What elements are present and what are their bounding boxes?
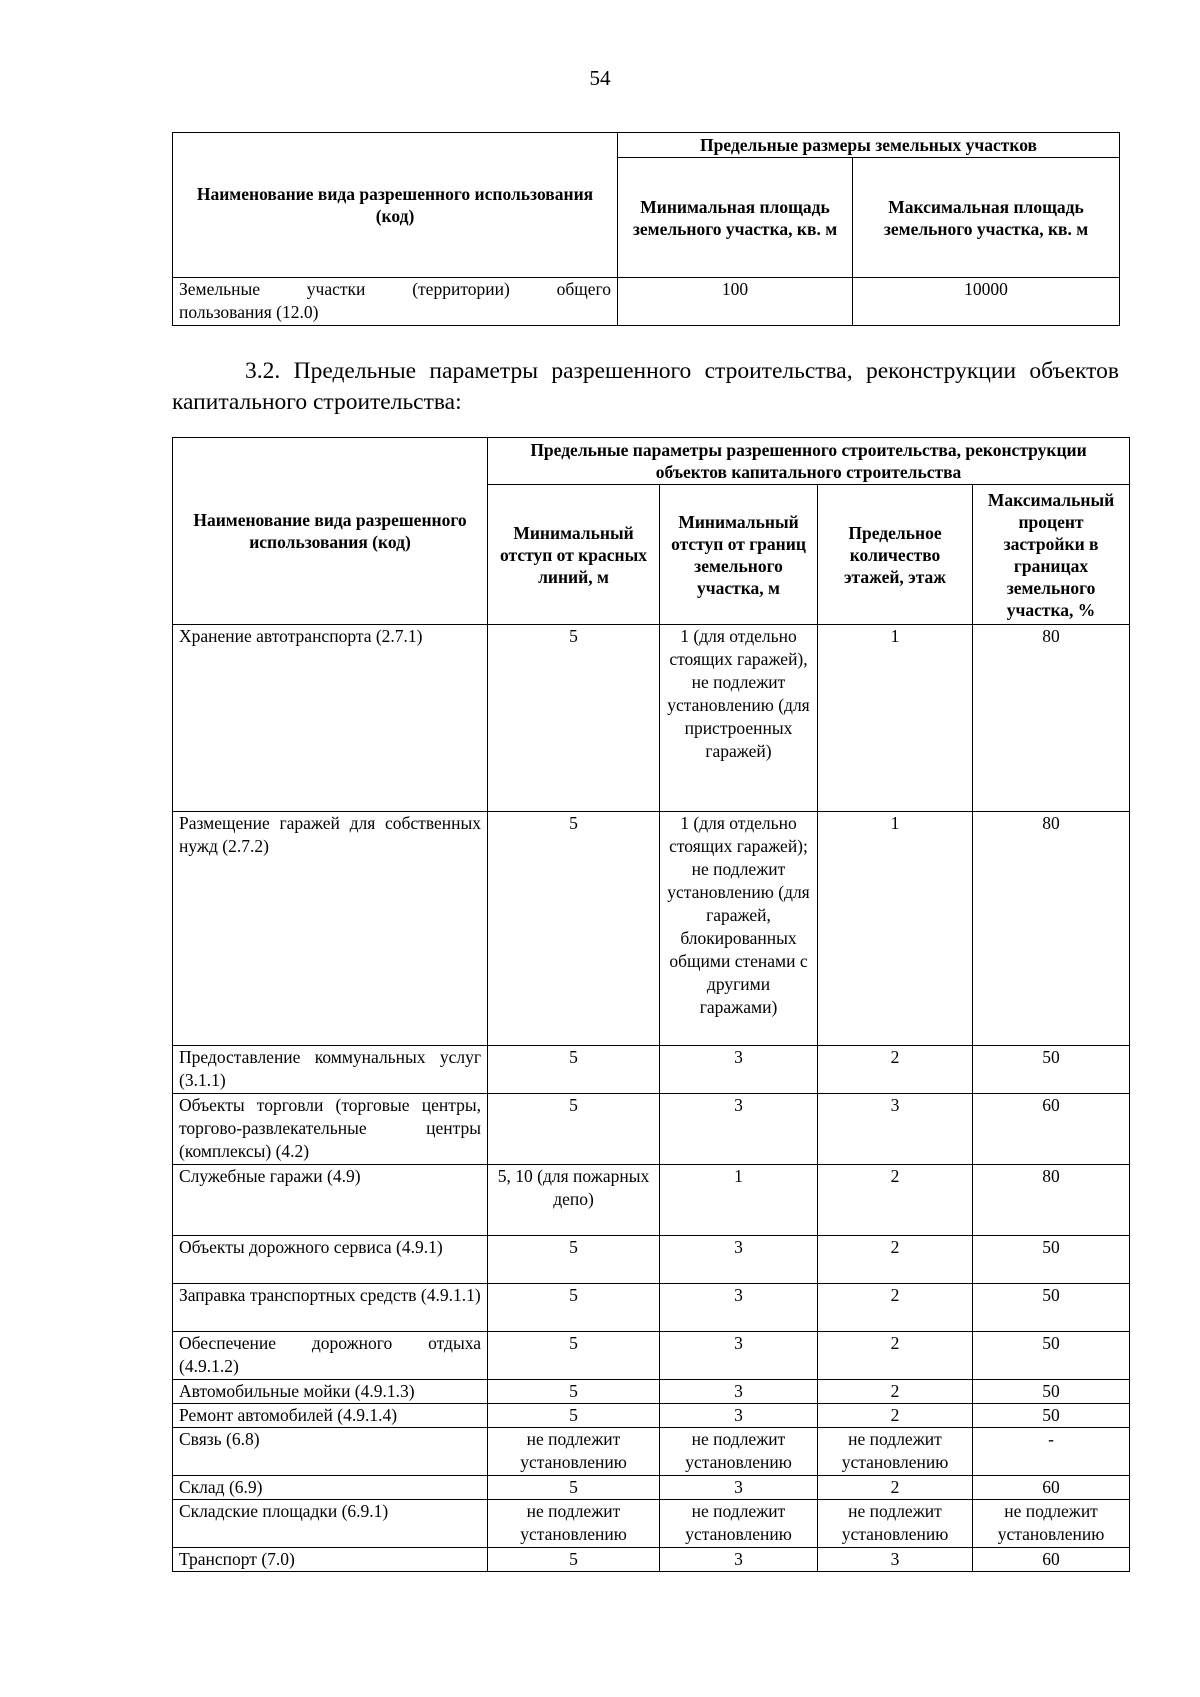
cell-name: Предоставление коммунальных услуг (3.1.1) bbox=[173, 1046, 488, 1094]
table-row bbox=[173, 625, 1130, 812]
cell-percent: 50 bbox=[973, 1284, 1130, 1332]
cell-percent: 80 bbox=[973, 812, 1130, 1046]
cell-percent: 50 bbox=[973, 1380, 1130, 1404]
cell-red-lines: 5 bbox=[488, 1476, 660, 1500]
table-row bbox=[173, 1428, 1130, 1476]
cell-floors: не подлежит установлению bbox=[818, 1428, 973, 1476]
cell-borders: 3 bbox=[660, 1404, 818, 1428]
cell-name: Транспорт (7.0) bbox=[173, 1548, 488, 1572]
t1-header-name: Наименование вида разрешенного использования (код) bbox=[173, 133, 618, 278]
cell-percent: 60 bbox=[973, 1094, 1130, 1165]
cell-floors: 3 bbox=[818, 1548, 973, 1572]
cell-name: Заправка транспортных средств (4.9.1.1) bbox=[173, 1284, 488, 1332]
t1-cell-max: 10000 bbox=[853, 278, 1120, 326]
cell-name: Объекты торговли (торговые центры, торгово-развлекательные центры (комплексы) (4.2) bbox=[173, 1094, 488, 1165]
cell-borders: 3 bbox=[660, 1046, 818, 1094]
table-row bbox=[173, 1404, 1130, 1428]
cell-name: Складские площадки (6.9.1) bbox=[173, 1500, 488, 1548]
table-row bbox=[173, 1284, 1130, 1332]
t2-header-percent: Максимальный процент застройки в границах земельного участка, % bbox=[973, 485, 1130, 625]
cell-borders: 3 bbox=[660, 1284, 818, 1332]
table-row bbox=[173, 1165, 1130, 1236]
cell-floors: 2 bbox=[818, 1236, 973, 1284]
cell-red-lines: 5, 10 (для пожарных депо) bbox=[488, 1165, 660, 1236]
t2-header-borders: Минимальный отступ от границ земельного участка, м bbox=[660, 485, 818, 625]
table-row bbox=[173, 278, 1120, 326]
table-row bbox=[173, 1094, 1130, 1165]
cell-percent: 80 bbox=[973, 625, 1130, 812]
cell-name: Служебные гаражи (4.9) bbox=[173, 1165, 488, 1236]
cell-borders: 1 bbox=[660, 1165, 818, 1236]
cell-red-lines: 5 bbox=[488, 1284, 660, 1332]
cell-red-lines: 5 bbox=[488, 812, 660, 1046]
cell-percent: 50 bbox=[973, 1046, 1130, 1094]
cell-floors: 3 bbox=[818, 1094, 973, 1165]
cell-borders: 3 bbox=[660, 1476, 818, 1500]
cell-floors: 2 bbox=[818, 1046, 973, 1094]
cell-percent: 50 bbox=[973, 1236, 1130, 1284]
cell-floors: 1 bbox=[818, 625, 973, 812]
cell-borders: 1 (для отдельно стоящих гаражей); не подлежит установлению (для гаражей, блокированных общими стенами с другими гаражами) bbox=[660, 812, 818, 1046]
cell-name: Связь (6.8) bbox=[173, 1428, 488, 1476]
t1-cell-name-line1: Земельные участки (территории) общего bbox=[179, 279, 611, 299]
cell-red-lines: 5 bbox=[488, 1046, 660, 1094]
cell-name: Объекты дорожного сервиса (4.9.1) bbox=[173, 1236, 488, 1284]
cell-red-lines: 5 bbox=[488, 625, 660, 812]
table-row bbox=[173, 812, 1130, 1046]
cell-name: Обеспечение дорожного отдыха (4.9.1.2) bbox=[173, 1332, 488, 1380]
table-row bbox=[173, 1500, 1130, 1548]
cell-red-lines: 5 bbox=[488, 1236, 660, 1284]
t1-cell-min: 100 bbox=[618, 278, 853, 326]
cell-borders: не подлежит установлению bbox=[660, 1500, 818, 1548]
t1-header-max: Максимальная площадь земельного участка, кв. м bbox=[853, 158, 1120, 278]
cell-borders: 3 bbox=[660, 1332, 818, 1380]
section-paragraph: 3.2. Предельные параметры разрешенного строительства, реконструкции объектов капитального строительства: bbox=[172, 358, 1119, 415]
t2-header-name: Наименование вида разрешенного использования (код) bbox=[173, 438, 488, 625]
cell-floors: 2 bbox=[818, 1284, 973, 1332]
cell-red-lines: не подлежит установлению bbox=[488, 1428, 660, 1476]
cell-name: Автомобильные мойки (4.9.1.3) bbox=[173, 1380, 488, 1404]
cell-percent: 50 bbox=[973, 1332, 1130, 1380]
cell-name: Склад (6.9) bbox=[173, 1476, 488, 1500]
t2-header-red-lines: Минимальный отступ от красных линий, м bbox=[488, 485, 660, 625]
cell-red-lines: 5 bbox=[488, 1548, 660, 1572]
table-row bbox=[173, 1046, 1130, 1094]
t1-header-group: Предельные размеры земельных участков bbox=[618, 133, 1120, 158]
cell-red-lines: 5 bbox=[488, 1380, 660, 1404]
table-row bbox=[173, 1332, 1130, 1380]
cell-percent: 50 bbox=[973, 1404, 1130, 1428]
page-number: 54 bbox=[589, 66, 611, 90]
cell-floors: 2 bbox=[818, 1476, 973, 1500]
t2-header-group: Предельные параметры разрешенного строительства, реконструкции объектов капитального строительства bbox=[488, 438, 1130, 485]
cell-red-lines: 5 bbox=[488, 1094, 660, 1165]
cell-name: Ремонт автомобилей (4.9.1.4) bbox=[173, 1404, 488, 1428]
cell-red-lines: 5 bbox=[488, 1332, 660, 1380]
cell-name: Хранение автотранспорта (2.7.1) bbox=[173, 625, 488, 812]
table-row bbox=[173, 1476, 1130, 1500]
t1-cell-name-line2: пользования (12.0) bbox=[179, 302, 319, 322]
construction-parameters-table bbox=[172, 437, 1130, 1572]
cell-borders: не подлежит установлению bbox=[660, 1428, 818, 1476]
t1-cell-name bbox=[173, 278, 618, 326]
t2-header-floors: Предельное количество этажей, этаж bbox=[818, 485, 973, 625]
cell-floors: 2 bbox=[818, 1380, 973, 1404]
cell-percent: не подлежит установлению bbox=[973, 1500, 1130, 1548]
cell-borders: 3 bbox=[660, 1236, 818, 1284]
cell-borders: 1 (для отдельно стоящих гаражей), не подлежит установлению (для пристроенных гаражей) bbox=[660, 625, 818, 812]
cell-borders: 3 bbox=[660, 1094, 818, 1165]
table-row bbox=[173, 1236, 1130, 1284]
cell-floors: 1 bbox=[818, 812, 973, 1046]
cell-floors: 2 bbox=[818, 1165, 973, 1236]
cell-floors: не подлежит установлению bbox=[818, 1500, 973, 1548]
t1-header-min: Минимальная площадь земельного участка, кв. м bbox=[618, 158, 853, 278]
table-row bbox=[173, 1548, 1130, 1572]
cell-borders: 3 bbox=[660, 1380, 818, 1404]
cell-floors: 2 bbox=[818, 1332, 973, 1380]
cell-percent: 60 bbox=[973, 1548, 1130, 1572]
cell-name: Размещение гаражей для собственных нужд (2.7.2) bbox=[173, 812, 488, 1046]
table-row bbox=[173, 1380, 1130, 1404]
land-plot-size-table bbox=[172, 132, 1120, 326]
cell-borders: 3 bbox=[660, 1548, 818, 1572]
cell-percent: 60 bbox=[973, 1476, 1130, 1500]
cell-percent: - bbox=[973, 1428, 1130, 1476]
cell-red-lines: 5 bbox=[488, 1404, 660, 1428]
cell-floors: 2 bbox=[818, 1404, 973, 1428]
cell-percent: 80 bbox=[973, 1165, 1130, 1236]
cell-red-lines: не подлежит установлению bbox=[488, 1500, 660, 1548]
